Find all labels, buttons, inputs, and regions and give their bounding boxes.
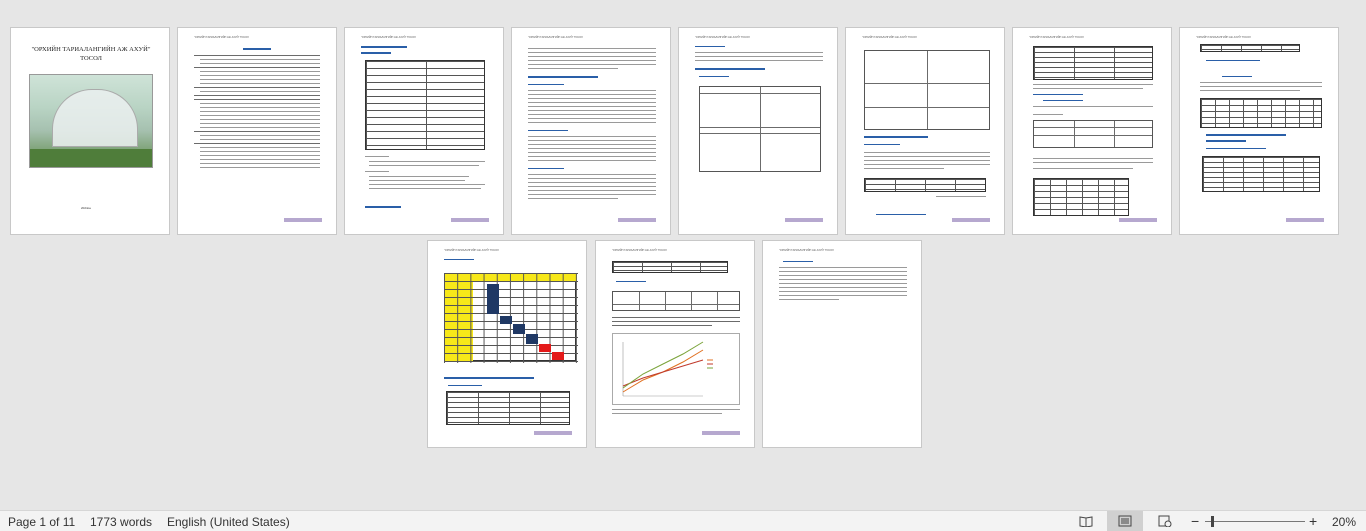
subsection-heading: [1206, 60, 1260, 61]
finance-table: [446, 391, 570, 425]
gantt-chart: [444, 273, 576, 361]
series-1-line: [623, 350, 703, 392]
ground-shape: [30, 149, 152, 167]
page-header: "ОРХИЙН ТАРИАЛАНГИЙН АЖ АХУЙ" ТОСОЛ: [612, 249, 667, 252]
subsection-heading: [695, 46, 725, 47]
cover-title-line1: "ОРХИЙН ТАРИАЛАНГИЙН АЖ АХУЙ": [31, 46, 151, 53]
subsection-heading: [1222, 76, 1252, 77]
page-header: "ОРХИЙН ТАРИАЛАНГИЙН АЖ АХУЙ" ТОСОЛ: [1029, 36, 1084, 39]
chapter-heading: [695, 68, 765, 70]
greenhouse-shape: [52, 89, 138, 147]
investment-table: [1202, 156, 1320, 192]
zoom-slider[interactable]: [1205, 521, 1305, 522]
page-footer: [1119, 218, 1157, 222]
subsection-heading: [783, 261, 813, 262]
data-table: [864, 178, 986, 192]
page-1[interactable]: [10, 27, 170, 235]
breakeven-chart-svg: [613, 334, 739, 404]
page-footer: [451, 218, 489, 222]
subsection-heading: [528, 84, 564, 85]
page-footer: [702, 431, 740, 435]
word-count[interactable]: 1773 words: [90, 515, 153, 529]
cost-table: [1200, 98, 1322, 128]
page-header: "ОРХИЙН ТАРИАЛАНГИЙН АЖ АХУЙ" ТОСОЛ: [361, 36, 416, 39]
page-7[interactable]: [1012, 27, 1172, 235]
page-footer: [785, 218, 823, 222]
page-header: "ОРХИЙН ТАРИАЛАНГИЙН АЖ АХУЙ" ТОСОЛ: [194, 36, 249, 39]
subsection-heading: [448, 385, 482, 386]
page-6[interactable]: [845, 27, 1005, 235]
sales-table: [1033, 178, 1129, 216]
cover-footer: 2024он: [81, 206, 91, 210]
small-table: [1200, 44, 1300, 52]
subsection-heading: [616, 281, 646, 282]
breakeven-table: [612, 291, 740, 311]
summary-table: [612, 261, 728, 273]
page-footer: [534, 431, 572, 435]
page-footer: [952, 218, 990, 222]
info-table: [365, 60, 485, 150]
language-indicator[interactable]: English (United States): [167, 515, 290, 529]
subsection-heading: [1043, 100, 1083, 101]
strategy-table: [864, 50, 990, 130]
chapter-heading: [528, 76, 598, 78]
page-footer: [618, 218, 656, 222]
subsection-heading: [1206, 148, 1266, 149]
chapter-heading: [444, 377, 534, 379]
read-mode-icon[interactable]: [1079, 515, 1093, 527]
page-8[interactable]: [1179, 27, 1339, 235]
zoom-level[interactable]: 20%: [1332, 515, 1357, 529]
page-header: "ОРХИЙН ТАРИАЛАНГИЙН АЖ АХУЙ" ТОСОЛ: [779, 249, 834, 252]
page-3[interactable]: [344, 27, 504, 235]
page-9[interactable]: [427, 240, 587, 448]
subsection-heading: [1033, 94, 1083, 95]
subsection-heading: [365, 206, 401, 208]
greenhouse-photo: [29, 74, 153, 168]
marketing-table: [1033, 120, 1153, 148]
page-footer: [284, 218, 322, 222]
zoom-slider-thumb[interactable]: [1211, 516, 1214, 527]
subsection-heading: [444, 259, 474, 260]
swot-table: [699, 86, 821, 172]
breakeven-chart: [612, 333, 740, 405]
toc-heading: [243, 48, 271, 50]
web-layout-icon[interactable]: [1158, 515, 1172, 527]
cover-title: [21, 45, 161, 63]
page-11[interactable]: [762, 240, 922, 448]
page-10[interactable]: [595, 240, 755, 448]
subsection-heading: [864, 144, 900, 145]
page-5[interactable]: [678, 27, 838, 235]
page-header: "ОРХИЙН ТАРИАЛАНГИЙН АЖ АХУЙ" ТОСОЛ: [1196, 36, 1251, 39]
status-bar: [0, 510, 1366, 531]
subsection-heading: [528, 168, 564, 169]
cover-title-line2: ТОСОЛ: [80, 55, 102, 62]
subsection-heading: [876, 214, 926, 215]
chapter-heading: [864, 136, 928, 138]
subsection-heading: [699, 76, 729, 77]
pricing-table: [1033, 46, 1153, 80]
subsection-heading: [361, 52, 391, 54]
print-layout-icon[interactable]: [1118, 515, 1132, 527]
chapter-heading: [1206, 134, 1286, 136]
page-header: "ОРХИЙН ТАРИАЛАНГИЙН АЖ АХУЙ" ТОСОЛ: [695, 36, 750, 39]
section-heading: [361, 46, 407, 48]
page-header: "ОРХИЙН ТАРИАЛАНГИЙН АЖ АХУЙ" ТОСОЛ: [528, 36, 583, 39]
page-2[interactable]: [177, 27, 337, 235]
zoom-out-button[interactable]: −: [1191, 513, 1200, 529]
page-4[interactable]: [511, 27, 671, 235]
chapter-heading-cont: [1206, 140, 1246, 142]
page-header: "ОРХИЙН ТАРИАЛАНГИЙН АЖ АХУЙ" ТОСОЛ: [444, 249, 499, 252]
page-indicator[interactable]: Page 1 of 11: [8, 515, 76, 529]
subsection-heading: [528, 130, 568, 131]
page-footer: [1286, 218, 1324, 222]
zoom-in-button[interactable]: +: [1309, 513, 1318, 529]
page-header: "ОРХИЙН ТАРИАЛАНГИЙН АЖ АХУЙ" ТОСОЛ: [862, 36, 917, 39]
